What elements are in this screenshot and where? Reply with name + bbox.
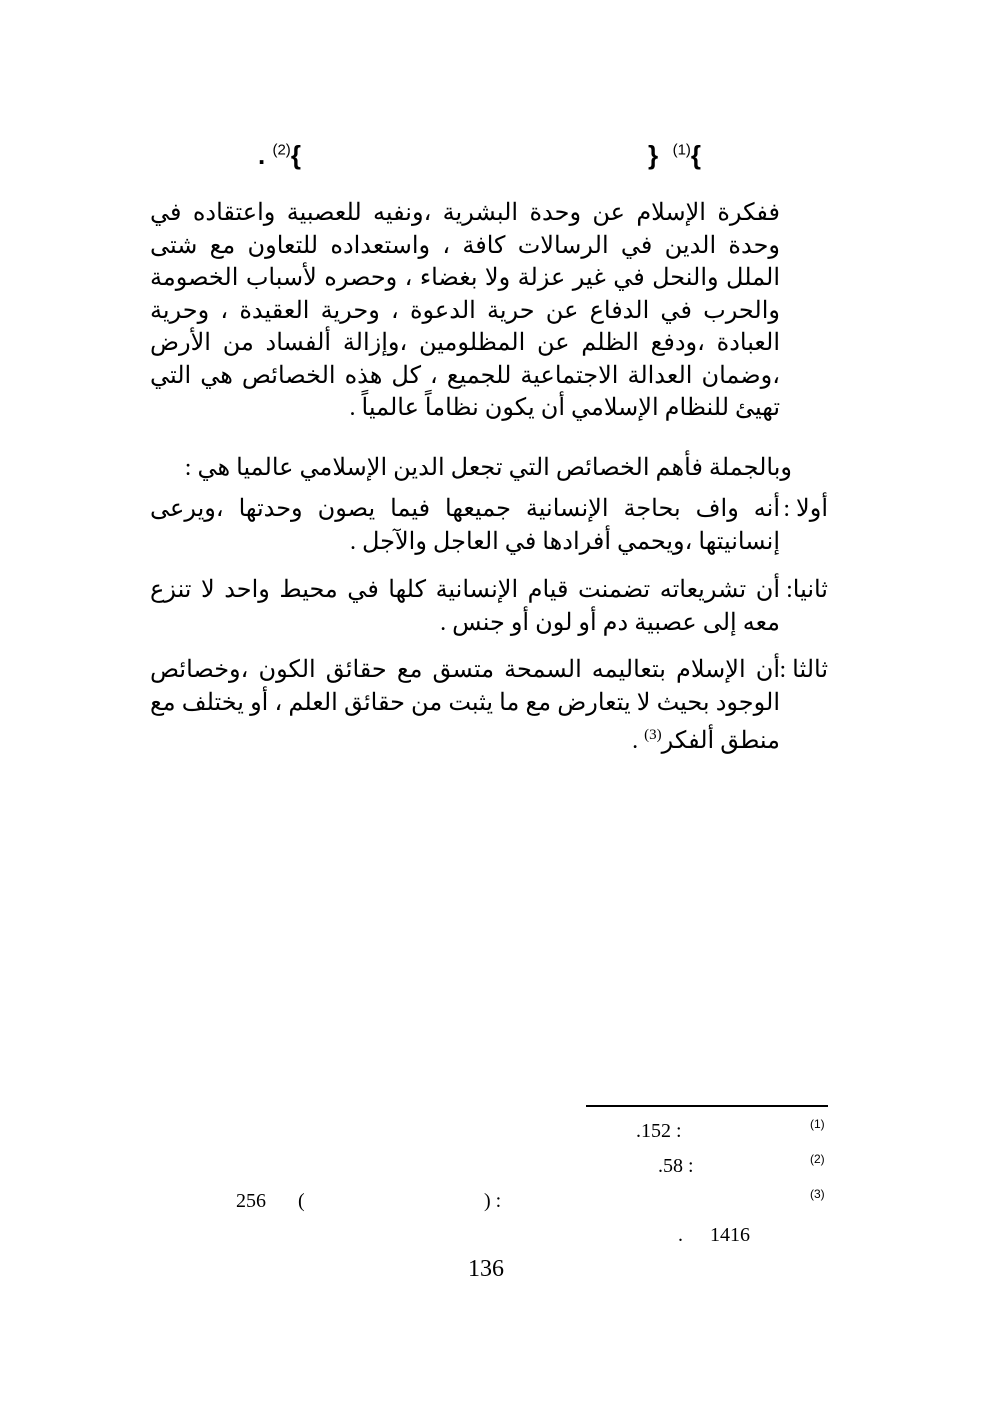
footnote-3-year: 1416 (710, 1224, 750, 1246)
footnote-separator (586, 1105, 828, 1107)
footnote-number-3: (3) (810, 1187, 825, 1201)
list-item-first (150, 493, 828, 558)
footnote-3-page: 256 (236, 1190, 266, 1212)
list-item-second (150, 574, 828, 639)
list-item-text: أن الإسلام بتعاليمه السمحة متسق مع حقائق الكون ،وخصائص الوجود بحيث لا يتعارض مع ما يثبت من حقائق العلم ، أو يختلف مع منطق ألفكر (150, 657, 780, 754)
footnote-ref-1: (1) (672, 141, 691, 159)
footnote-text-2: .58 : (658, 1155, 694, 1177)
paragraph-islam-unity: ففكرة الإسلام عن وحدة البشرية ،ونفيه للعصبية واعتقاده في وحدة الدين في الرسالات كافة ، واستعداده للتعاون مع شتى الملل والنحل في غير عزلة ولا بغضاء ، وحصره لأسباب الخصومة والحرب في الدفاع عن حرية الدعوة ، وحرية العقيدة ، وحرية العبادة ،ودفع الظلم عن المظلومين ،وإزالة ألفساد من الأرض ،وضمان العدالة الاجتماعية للجميع ، كل هذه الخصائص هي التي تهيئ للنظام الإسلامي أن يكون نظاماً عالمياً . (150, 200, 780, 421)
list-item-text-wrap (150, 654, 780, 758)
footnote-number-2: (2) (810, 1152, 825, 1166)
footnote-3-paren-close: ) : (484, 1190, 502, 1212)
list-item-label: ثانيا: (786, 577, 828, 603)
list-item-end-mark: . (632, 728, 639, 754)
verse-fragment-2 (258, 140, 301, 171)
footnote-ref-3: (3) (644, 727, 662, 743)
verse-brace-close: } (648, 140, 659, 170)
verse-brace-open: { (690, 140, 702, 170)
footnote-3-end: . (678, 1224, 683, 1246)
list-item-label: أولا : (783, 496, 828, 522)
list-item-text: أن تشريعاته تضمنت قيام الإنسانية كلها في محيط واحد لا تنزع معه إلى عصبية دم أو لون أو جنس . (150, 577, 780, 636)
footnote-3-paren-open: ( (298, 1190, 305, 1212)
footnote-ref-2: (2) (272, 141, 291, 159)
list-item-third (150, 654, 828, 758)
verse-fragment-1 (648, 140, 701, 171)
footnote-text-1: .152 : (636, 1120, 682, 1142)
list-item-text: أنه واف بحاجة الإنسانية جميعها فيما يصون وحدتها ،ويرعى إنسانيتها ،ويحمي أفرادها في العاجل والآجل . (150, 496, 780, 555)
verse-brace: { (290, 140, 301, 170)
verse-end-mark: . (258, 140, 266, 170)
list-item-label: ثالثا : (779, 657, 828, 683)
page-number: 136 (468, 1256, 504, 1282)
footnote-number-1: (1) (810, 1117, 825, 1131)
paragraph-summary-intro: وبالجملة فأهم الخصائص التي تجعل الدين الإسلامي عالميا هي : (184, 455, 792, 481)
